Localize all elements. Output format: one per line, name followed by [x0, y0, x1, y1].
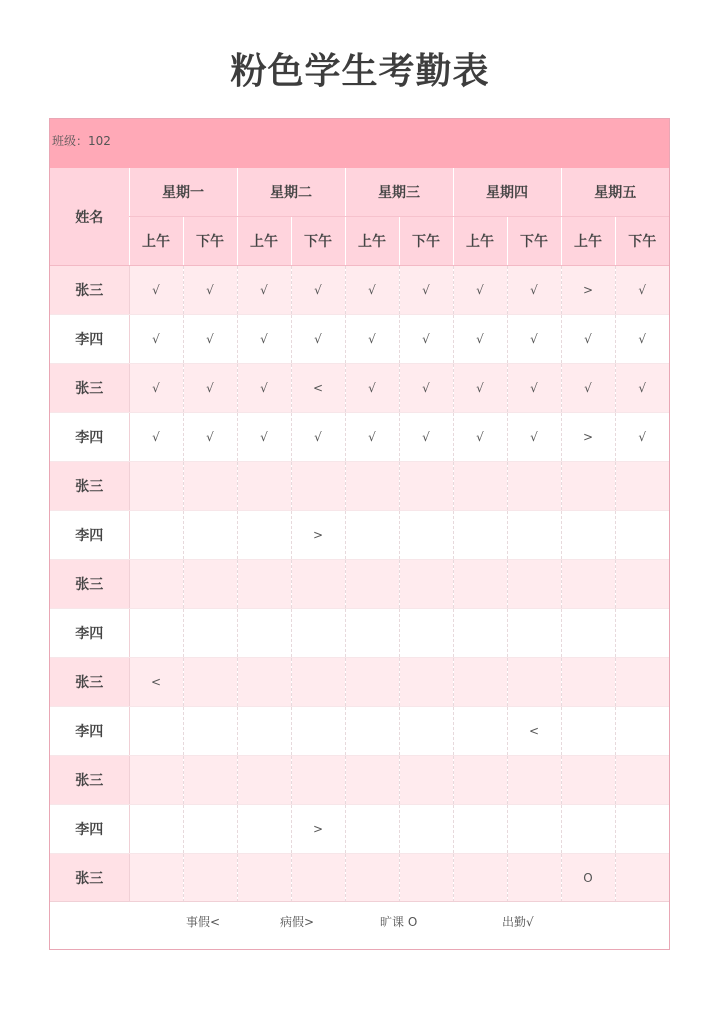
attendance-cell: √: [237, 315, 291, 364]
student-name: 张三: [50, 756, 129, 805]
attendance-cell: [507, 462, 561, 511]
afternoon-header: 下午: [291, 217, 345, 266]
attendance-cell: [453, 658, 507, 707]
morning-header: 上午: [453, 217, 507, 266]
table-row: [50, 560, 669, 609]
attendance-cell: [345, 462, 399, 511]
table-row: [50, 266, 669, 315]
attendance-cell: [615, 511, 669, 560]
attendance-cell: √: [399, 315, 453, 364]
attendance-cell: [561, 805, 615, 854]
attendance-cell: √: [507, 315, 561, 364]
attendance-cell: [237, 560, 291, 609]
attendance-cell: [291, 560, 345, 609]
attendance-cell: [345, 658, 399, 707]
attendance-cell: [453, 805, 507, 854]
attendance-cell: √: [507, 413, 561, 462]
attendance-cell: [507, 854, 561, 903]
attendance-cell: √: [291, 315, 345, 364]
attendance-cell: [453, 560, 507, 609]
attendance-cell: √: [453, 364, 507, 413]
table-row: [50, 364, 669, 413]
attendance-cell: >: [291, 511, 345, 560]
legend-absent: 旷课 O: [380, 915, 418, 929]
attendance-cell: [345, 805, 399, 854]
attendance-cell: [237, 854, 291, 903]
attendance-cell: √: [399, 266, 453, 315]
attendance-cell: [453, 707, 507, 756]
attendance-cell: [345, 560, 399, 609]
attendance-cell: <: [291, 364, 345, 413]
attendance-cell: [183, 707, 237, 756]
student-name: 张三: [50, 266, 129, 315]
attendance-cell: [345, 511, 399, 560]
table-row: [50, 805, 669, 854]
attendance-cell: [129, 462, 183, 511]
attendance-cell: √: [129, 315, 183, 364]
table-row: [50, 756, 669, 805]
table-row: [50, 462, 669, 511]
attendance-cell: [291, 609, 345, 658]
attendance-cell: >: [291, 805, 345, 854]
attendance-cell: [615, 658, 669, 707]
legend-present: 出勤√: [502, 915, 534, 929]
attendance-cell: [183, 560, 237, 609]
attendance-cell: [183, 462, 237, 511]
afternoon-header: 下午: [399, 217, 453, 266]
attendance-cell: [183, 511, 237, 560]
attendance-cell: [183, 854, 237, 903]
attendance-cell: [561, 756, 615, 805]
attendance-cell: <: [129, 658, 183, 707]
table-row: [50, 609, 669, 658]
attendance-cell: O: [561, 854, 615, 903]
attendance-cell: [291, 854, 345, 903]
attendance-cell: [129, 707, 183, 756]
table-row: [50, 854, 669, 903]
attendance-cell: [507, 805, 561, 854]
attendance-cell: √: [291, 413, 345, 462]
attendance-cell: [291, 462, 345, 511]
attendance-cell: <: [507, 707, 561, 756]
day-header: 星期四: [453, 168, 561, 217]
attendance-cell: √: [453, 266, 507, 315]
attendance-cell: [399, 707, 453, 756]
afternoon-header: 下午: [507, 217, 561, 266]
student-name: 张三: [50, 658, 129, 707]
attendance-cell: [399, 805, 453, 854]
attendance-cell: [399, 756, 453, 805]
attendance-cell: [129, 511, 183, 560]
attendance-cell: [237, 658, 291, 707]
attendance-cell: √: [561, 315, 615, 364]
morning-header: 上午: [129, 217, 183, 266]
afternoon-header: 下午: [183, 217, 237, 266]
attendance-cell: [453, 854, 507, 903]
attendance-cell: [615, 707, 669, 756]
attendance-cell: [237, 707, 291, 756]
attendance-cell: √: [507, 266, 561, 315]
attendance-cell: [615, 805, 669, 854]
attendance-cell: [345, 854, 399, 903]
attendance-cell: √: [399, 413, 453, 462]
attendance-cell: √: [183, 364, 237, 413]
attendance-cell: [129, 756, 183, 805]
table-row: [50, 315, 669, 364]
student-name: 张三: [50, 364, 129, 413]
attendance-cell: [129, 609, 183, 658]
table-row: [50, 511, 669, 560]
attendance-cell: √: [615, 266, 669, 315]
attendance-cell: [345, 609, 399, 658]
attendance-cell: [399, 560, 453, 609]
attendance-table: [50, 168, 669, 903]
attendance-cell: [237, 609, 291, 658]
day-header: 星期三: [345, 168, 453, 217]
attendance-cell: [507, 560, 561, 609]
attendance-cell: [237, 511, 291, 560]
attendance-cell: √: [183, 413, 237, 462]
attendance-cell: [129, 560, 183, 609]
attendance-cell: √: [237, 364, 291, 413]
table-row: [50, 658, 669, 707]
attendance-cell: √: [507, 364, 561, 413]
attendance-cell: √: [453, 315, 507, 364]
attendance-cell: [507, 511, 561, 560]
attendance-cell: [615, 609, 669, 658]
attendance-cell: √: [615, 413, 669, 462]
attendance-cell: [399, 511, 453, 560]
student-name: 李四: [50, 805, 129, 854]
morning-header: 上午: [561, 217, 615, 266]
student-name: 张三: [50, 854, 129, 903]
student-name: 李四: [50, 413, 129, 462]
attendance-cell: >: [561, 413, 615, 462]
attendance-cell: [291, 707, 345, 756]
attendance-cell: [615, 560, 669, 609]
morning-header: 上午: [237, 217, 291, 266]
attendance-cell: [183, 609, 237, 658]
attendance-cell: [399, 609, 453, 658]
attendance-cell: [561, 560, 615, 609]
attendance-cell: >: [561, 266, 615, 315]
attendance-cell: [291, 756, 345, 805]
attendance-cell: √: [291, 266, 345, 315]
attendance-cell: [183, 658, 237, 707]
day-header: 星期一: [129, 168, 237, 217]
day-header: 星期二: [237, 168, 345, 217]
attendance-cell: [561, 707, 615, 756]
student-name: 李四: [50, 707, 129, 756]
attendance-cell: [561, 511, 615, 560]
student-name: 张三: [50, 560, 129, 609]
attendance-cell: [453, 756, 507, 805]
legend-sick: 病假>: [280, 915, 315, 929]
table-row: [50, 413, 669, 462]
attendance-cell: [129, 805, 183, 854]
attendance-cell: [291, 658, 345, 707]
morning-header: 上午: [345, 217, 399, 266]
attendance-cell: √: [345, 315, 399, 364]
attendance-cell: [237, 805, 291, 854]
attendance-cell: [345, 756, 399, 805]
attendance-cell: √: [237, 266, 291, 315]
attendance-cell: √: [129, 266, 183, 315]
afternoon-header: 下午: [615, 217, 669, 266]
attendance-cell: √: [615, 364, 669, 413]
name-header: 姓名: [50, 168, 129, 266]
attendance-cell: [561, 658, 615, 707]
attendance-cell: √: [345, 413, 399, 462]
student-name: 李四: [50, 315, 129, 364]
attendance-cell: √: [453, 413, 507, 462]
attendance-cell: √: [345, 266, 399, 315]
attendance-cell: [507, 609, 561, 658]
student-name: 张三: [50, 462, 129, 511]
student-name: 李四: [50, 609, 129, 658]
attendance-cell: [399, 658, 453, 707]
attendance-cell: [561, 609, 615, 658]
day-header: 星期五: [561, 168, 669, 217]
attendance-cell: √: [399, 364, 453, 413]
attendance-cell: [129, 854, 183, 903]
attendance-sheet: [49, 118, 670, 950]
table-row: [50, 707, 669, 756]
attendance-cell: [615, 854, 669, 903]
legend: [50, 901, 669, 950]
attendance-cell: [183, 756, 237, 805]
attendance-cell: [507, 658, 561, 707]
attendance-cell: [615, 462, 669, 511]
attendance-cell: √: [183, 315, 237, 364]
attendance-cell: √: [183, 266, 237, 315]
attendance-cell: [615, 756, 669, 805]
attendance-cell: [183, 805, 237, 854]
class-label: 班级：102: [50, 119, 669, 168]
legend-leave: 事假<: [186, 915, 221, 929]
attendance-cell: [453, 462, 507, 511]
attendance-cell: [237, 756, 291, 805]
attendance-cell: √: [129, 364, 183, 413]
attendance-cell: [237, 462, 291, 511]
attendance-cell: [399, 854, 453, 903]
attendance-cell: √: [561, 364, 615, 413]
student-name: 李四: [50, 511, 129, 560]
attendance-cell: √: [129, 413, 183, 462]
attendance-cell: [561, 462, 615, 511]
attendance-cell: √: [615, 315, 669, 364]
attendance-cell: [399, 462, 453, 511]
attendance-cell: √: [345, 364, 399, 413]
attendance-cell: [345, 707, 399, 756]
attendance-cell: [507, 756, 561, 805]
attendance-cell: √: [237, 413, 291, 462]
attendance-cell: [453, 609, 507, 658]
attendance-cell: [453, 511, 507, 560]
page-title: 粉色学生考勤表: [230, 51, 490, 92]
